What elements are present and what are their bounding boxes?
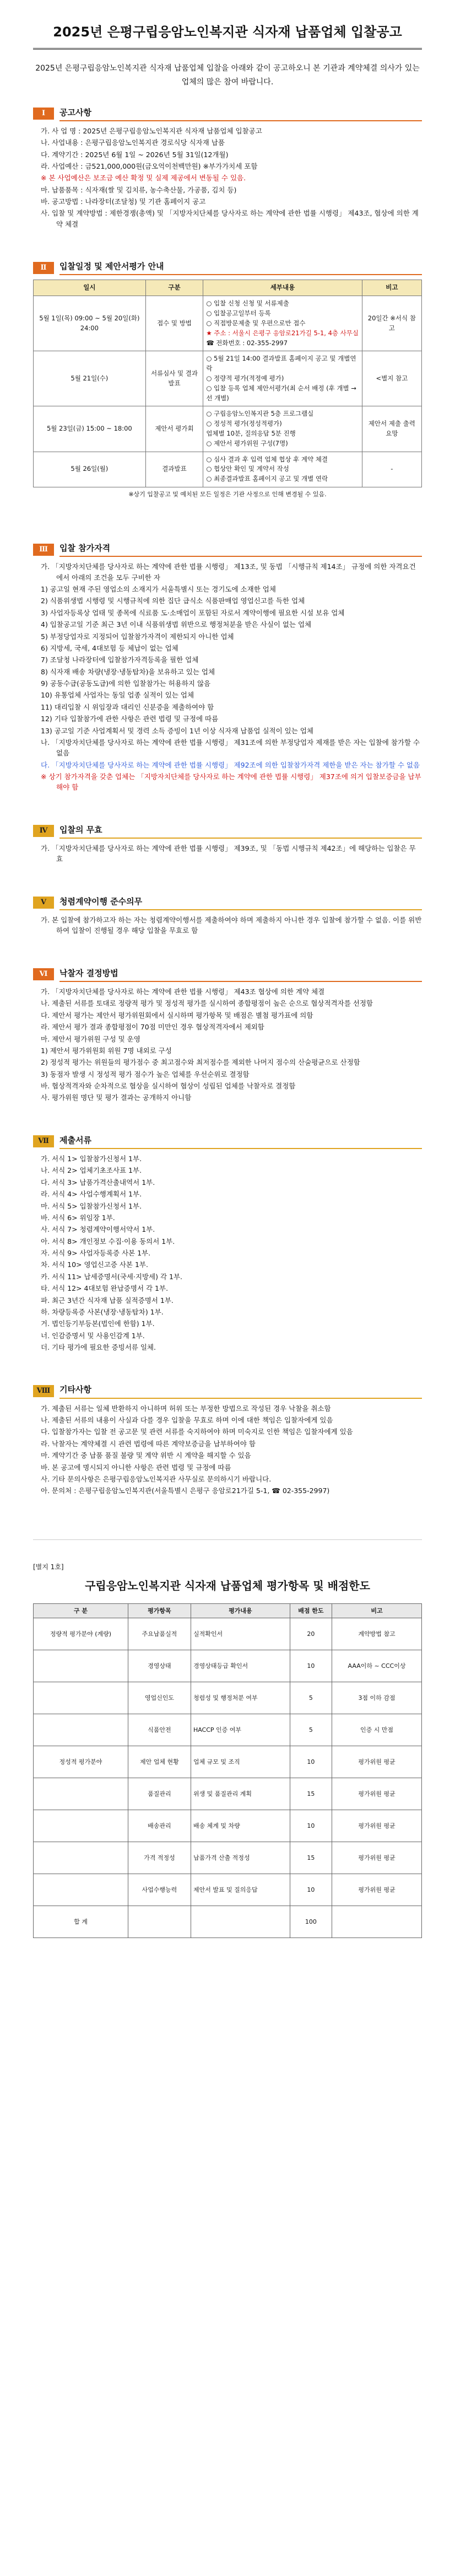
table-cell: 합 계 bbox=[34, 1906, 128, 1938]
table-cell: 20 bbox=[290, 1618, 332, 1650]
list-item: 라. 서식 4> 사업수행계획서 1부. bbox=[41, 1190, 142, 1199]
list-item: 12) 기타 입찰참가에 관한 사항은 관련 법령 및 규정에 따름 bbox=[41, 715, 219, 723]
list-item: 거. 법인등기부등본(법인에 한함) 1부. bbox=[41, 1319, 155, 1328]
table-row bbox=[34, 1618, 422, 1650]
cell-line: ○ 심사 결과 후 입력 업체 협상 후 계약 체결 bbox=[206, 455, 328, 463]
sections bbox=[33, 106, 422, 1517]
table-header-row bbox=[34, 280, 422, 296]
section-header bbox=[33, 106, 422, 121]
table-cell: 15 bbox=[290, 1842, 332, 1874]
list-item: 가. 사 업 명 : 2025년 은평구립응암노인복지관 식자재 납품업체 입찰공고 bbox=[41, 126, 262, 135]
list-item: 8) 식자재 배송 차량(냉장·냉동탑차)을 보유하고 있는 업체 bbox=[41, 667, 215, 676]
list-item: ※ 상기 참가자격을 갖춘 업체는 「지방자치단체를 당사자로 하는 계약에 관한 법률 시행령」 제37조에 의거 입찰보증금을 납부해야 함 bbox=[41, 772, 421, 792]
list-item: 나. 「지방자치단체를 당사자로 하는 계약에 관한 법률 시행령」 제31조에 의한 부정당업자 제재를 받은 자는 입찰에 참가할 수 없음 bbox=[41, 738, 420, 758]
table-cell bbox=[34, 1874, 128, 1906]
list-item: 7) 조달청 나라장터에 입찰참가자격등록을 필한 업체 bbox=[41, 656, 199, 664]
cell-line: - bbox=[391, 465, 393, 473]
cell-line: ○ 5월 21일 14:00 결과발표 홈페이지 공고 및 개별연락 bbox=[206, 355, 356, 373]
section-number: Ⅷ bbox=[33, 1385, 54, 1397]
table-cell: 10 bbox=[290, 1746, 332, 1778]
attachment-label: [별지 1호] bbox=[33, 1563, 64, 1571]
table-cell: 배송관리 bbox=[128, 1810, 191, 1842]
list-item: 9) 공동수급(공동도급)에 의한 입찰참가는 허용하지 않음 bbox=[41, 679, 211, 688]
table-cell bbox=[34, 351, 146, 406]
table-cell: 평가위원 평균 bbox=[332, 1842, 422, 1874]
table-cell bbox=[34, 452, 146, 487]
table-cell: 평가위원 평균 bbox=[332, 1778, 422, 1810]
cell-line: ○ 제안서 평가위원 구성(7명) bbox=[206, 439, 288, 447]
table-cell bbox=[34, 1842, 128, 1874]
table-cell: 사업수행능력 bbox=[128, 1874, 191, 1906]
list-item: 2) 정성적 평가는 위원들의 평가점수 중 최고점수와 최저점수를 제외한 나머지 점수의 산술평균으로 산정함 bbox=[41, 1058, 360, 1067]
section-number: Ⅳ bbox=[33, 825, 54, 837]
list-item: 바. 서식 6> 위임장 1부. bbox=[41, 1213, 115, 1222]
list-item: 10) 유통업체 사업자는 동일 업종 실적이 있는 업체 bbox=[41, 691, 194, 700]
section-title: 입찰 참가자격 bbox=[59, 542, 422, 557]
cell-line: 5월 21일(수) bbox=[71, 374, 109, 382]
list-item: 2) 식품위생법 시행령 및 시행규칙에 의한 집단 급식소 식품판매업 영업신고를 득한 업체 bbox=[41, 597, 305, 605]
section-gap bbox=[33, 794, 422, 814]
table-row bbox=[34, 1810, 422, 1842]
cell-line: 5월 26일(월) bbox=[71, 465, 109, 473]
section-title: 공고사항 bbox=[59, 106, 422, 121]
list-item: 다. 입찰참가자는 입찰 전 공고문 및 관련 서류를 숙지하여야 하며 미숙지로 인한 책임은 입찰자에게 있음 bbox=[41, 1427, 353, 1436]
table-cell: 가격 적정성 bbox=[128, 1842, 191, 1874]
section-gap bbox=[33, 1498, 422, 1517]
table-cell bbox=[203, 406, 362, 452]
section-header bbox=[33, 1134, 422, 1149]
table-cell: 평가위원 평균 bbox=[332, 1746, 422, 1778]
section-number: Ⅶ bbox=[33, 1135, 54, 1147]
table-cell: 평가위원 평균 bbox=[332, 1874, 422, 1906]
cell-line: ○ 구립응암노인복지관 5층 프로그램실 bbox=[206, 410, 314, 418]
table-cell bbox=[362, 296, 421, 351]
table-cell bbox=[34, 1810, 128, 1842]
list-item: 다. 서식 3> 납품가격산출내역서 1부. bbox=[41, 1178, 155, 1187]
table-cell bbox=[34, 296, 146, 351]
table-cell: 10 bbox=[290, 1874, 332, 1906]
section-header bbox=[33, 824, 422, 839]
table-cell bbox=[145, 351, 203, 406]
table-row bbox=[34, 351, 422, 406]
list-item: 파. 최근 3년간 식자재 납품 실적증명서 1부. bbox=[41, 1296, 174, 1305]
list-item: 나. 사업내용 : 은평구립응암노인복지관 경로식당 식자재 납품 bbox=[41, 138, 225, 147]
section-list bbox=[33, 561, 422, 793]
cell-line: ○ 입찰 신청 신청 및 서류제출 bbox=[206, 299, 289, 308]
list-item: 자. 서식 9> 사업자등록증 사본 1부. bbox=[41, 1249, 151, 1258]
list-item: 가. 본 입찰에 참가하고자 하는 자는 청렴계약이행서를 제출하여야 하며 제출하지 아니한 경우 입찰에 참가할 수 없음. 이를 위반하여 입찰이 진행될 경우 해당 입찰을 무효로 함 bbox=[41, 916, 422, 935]
list-item: 더. 기타 평가에 필요한 증빙서류 일체. bbox=[41, 1343, 156, 1352]
list-item: 나. 제출된 서류의 내용이 사실과 다를 경우 입찰을 무효로 하며 이에 대한 책임은 입찰자에게 있음 bbox=[41, 1416, 333, 1425]
list-item: 가. 서식 1> 입찰참가신청서 1부. bbox=[41, 1155, 142, 1163]
list-item: 카. 서식 11> 납세증명서(국세·지방세) 각 1부. bbox=[41, 1272, 182, 1281]
evaluation-table bbox=[33, 1603, 422, 1938]
list-item: 다. 계약기간 : 2025년 6월 1일 ~ 2026년 5월 31일(12개월) bbox=[41, 150, 229, 159]
list-item: 5) 부정당업자로 지정되어 입찰참가자격이 제한되지 아니한 업체 bbox=[41, 632, 234, 641]
section-title: 제출서류 bbox=[59, 1134, 422, 1149]
table-cell bbox=[203, 452, 362, 487]
table-cell: 청렴성 및 행정처분 여부 bbox=[191, 1682, 290, 1714]
section-header bbox=[33, 1383, 422, 1398]
list-item: 사. 서식 7> 청렴계약이행서약서 1부. bbox=[41, 1225, 155, 1234]
table-cell bbox=[332, 1906, 422, 1938]
list-item: 가. 「지방자치단체를 당사자로 하는 계약에 관한 법률 시행령」 제39조, 및 「동법 시행규칙 제42조」에 해당하는 입찰은 무효 bbox=[41, 844, 416, 863]
list-item: 타. 서식 12> 4대보험 완납증명서 각 1부. bbox=[41, 1284, 169, 1293]
list-item: 사. 입찰 및 계약방법 : 제한경쟁(총액) 및 「지방자치단체를 당사자로 하는 계약에 관한 법률 시행령」 제43조, 협상에 의한 계약 체결 bbox=[41, 209, 419, 228]
column-header: 구 분 bbox=[34, 1604, 128, 1618]
table-cell: 납품가격 산출 적정성 bbox=[191, 1842, 290, 1874]
table-row bbox=[34, 1874, 422, 1906]
column-header: 평가내용 bbox=[191, 1604, 290, 1618]
list-item: 나. 제출된 서류를 토대로 정량적 평가 및 정성적 평가를 실시하여 종합평점이 높은 순으로 협상적격자를 선정함 bbox=[41, 999, 373, 1008]
table-cell: AAA이하 ~ CCC이상 bbox=[332, 1650, 422, 1682]
section-title: 입찰의 무효 bbox=[59, 824, 422, 839]
list-item: 3) 동점자 발생 시 정성적 평가 점수가 높은 업체를 우선순위로 결정함 bbox=[41, 1070, 250, 1078]
table-cell: 계약방법 참고 bbox=[332, 1618, 422, 1650]
column-header: 비고 bbox=[362, 280, 421, 296]
table-cell: 제안서 발표 및 질의응답 bbox=[191, 1874, 290, 1906]
table-cell bbox=[34, 1778, 128, 1810]
list-item: 13) 공고일 기준 사업계획서 및 경력 소득 증빙이 1년 이상 식자재 납품업 실적이 있는 업체 bbox=[41, 726, 313, 735]
attachment-title: 구립응암노인복지관 식자재 납품업체 평가항목 및 배점한도 bbox=[85, 1579, 370, 1593]
section-number: Ⅴ bbox=[33, 897, 54, 909]
table-cell: 15 bbox=[290, 1778, 332, 1810]
list-item: 마. 계약기간 중 납품 품질 불량 및 계약 위반 시 계약을 해지할 수 있음 bbox=[41, 1451, 251, 1460]
list-item: 마. 납품품목 : 식자재(쌀 및 김치류, 농수축산물, 가공품, 김치 등) bbox=[41, 185, 237, 194]
cell-line: ★ 주소 : 서울시 은평구 응암로21가길 5-1, 4층 사무실 bbox=[206, 329, 359, 337]
list-item: 아. 문의처 : 은평구립응암노인복지관(서울특별시 은평구 응암로21가길 5-1, ☎ 02-355-2997) bbox=[41, 1486, 330, 1495]
cell-line: ○ 최종결과발표 홈페이지 공고 및 개별 연락 bbox=[206, 475, 328, 483]
list-item: 다. 「지방자치단체를 당사자로 하는 계약에 관한 법률 시행령」 제92조에 의한 입찰참가자격 제한을 받은 자는 참가할 수 없음 bbox=[41, 760, 420, 769]
table-cell: 주요납품실적 bbox=[128, 1618, 191, 1650]
intro-text: 2025년 은평구립응암노인복지관 식자재 납품업체 입찰을 아래와 같이 공고하오니 본 기관과 계약체결 의사가 있는 업체의 많은 참여 바랍니다. bbox=[35, 64, 420, 87]
table-cell bbox=[203, 296, 362, 351]
list-item: 1) 공고일 현재 주된 영업소의 소재지가 서울특별시 또는 경기도에 소재한 업체 bbox=[41, 585, 276, 594]
table-cell bbox=[191, 1906, 290, 1938]
cell-line: ○ 직접방문제출 및 우편으로만 접수 bbox=[206, 319, 306, 327]
section-title: 입찰일정 및 제안서평가 안내 bbox=[59, 260, 422, 275]
section-list bbox=[33, 1403, 422, 1496]
section-gap bbox=[33, 1354, 422, 1373]
list-item: 11) 대리입찰 시 위임장과 대리인 신분증을 제출하여야 함 bbox=[41, 702, 214, 711]
table-cell: 인증 시 만점 bbox=[332, 1714, 422, 1746]
section-gap bbox=[33, 1104, 422, 1124]
cell-line: ○ 협상안 확인 및 계약서 작성 bbox=[206, 465, 289, 473]
list-item: 1) 제안서 평가위원회 위원 7명 내외로 구성 bbox=[41, 1046, 172, 1055]
list-item: 6) 지방세, 국세, 4대보험 등 체납이 없는 업체 bbox=[41, 643, 178, 652]
table-row bbox=[34, 406, 422, 452]
list-item: 사. 평가위원 명단 및 평가 결과는 공개하지 아니함 bbox=[41, 1093, 192, 1102]
table-cell bbox=[362, 406, 421, 452]
list-item: 가. 「지방자치단체를 당사자로 하는 계약에 관한 법률 시행령」 제13조, 및 동법 「시행규칙 제14조」 규정에 의한 자격요건에서 아래의 조건을 모두 구비한 자 bbox=[41, 562, 416, 582]
column-header: 일시 bbox=[34, 280, 146, 296]
table-cell: 100 bbox=[290, 1906, 332, 1938]
section-header bbox=[33, 967, 422, 982]
column-header: 구분 bbox=[145, 280, 203, 296]
table-row bbox=[34, 1842, 422, 1874]
column-header: 세부내용 bbox=[203, 280, 362, 296]
table-cell: 정량적 평가분야 (계량) bbox=[34, 1618, 128, 1650]
column-header: 평가항목 bbox=[128, 1604, 191, 1618]
table-cell: 제안 업체 현황 bbox=[128, 1746, 191, 1778]
cell-line: 제안서 평가회 bbox=[155, 425, 194, 433]
cell-line: 접수 및 방법 bbox=[157, 319, 192, 327]
cell-line: ☎ 전화번호 : 02-355-2997 bbox=[206, 339, 288, 347]
section-number: Ⅱ bbox=[33, 262, 54, 274]
table-cell bbox=[34, 1714, 128, 1746]
table-cell: HACCP 인증 여부 bbox=[191, 1714, 290, 1746]
cell-line: ○ 입찰공고일부터 등록 bbox=[206, 309, 271, 318]
table-cell: 정성적 평가분야 bbox=[34, 1746, 128, 1778]
table-cell bbox=[34, 406, 146, 452]
cell-line: ○ 입찰 등록 업체 제안서평가(최 순서 배정 (후 개별 → 선 개별) bbox=[206, 384, 356, 402]
section-title: 낙찰자 결정방법 bbox=[59, 967, 422, 982]
list-item: 마. 제안서 평가위원 구성 및 운영 bbox=[41, 1034, 140, 1043]
list-item: 나. 서식 2> 업체기초조사표 1부. bbox=[41, 1166, 142, 1175]
list-item: 차. 서식 10> 영업신고증 사본 1부. bbox=[41, 1260, 148, 1269]
section-number: Ⅵ bbox=[33, 968, 54, 980]
cell-line: 결과발표 bbox=[162, 465, 187, 473]
table-row bbox=[34, 1906, 422, 1938]
list-item: 바. 협상적격자와 순차적으로 협상을 실시하여 협상이 성립된 업체를 낙찰자로 결정함 bbox=[41, 1082, 296, 1091]
table-cell bbox=[203, 351, 362, 406]
table-cell: 영업신인도 bbox=[128, 1682, 191, 1714]
cell-line: 5월 1일(목) 09:00 ~ 5월 20일(화) 24:00 bbox=[39, 314, 140, 332]
list-item: 가. 제출된 서류는 일체 반환하지 아니하며 허위 또는 부정한 방법으로 작성된 경우 낙찰을 취소함 bbox=[41, 1404, 331, 1413]
table-cell: 식품안전 bbox=[128, 1714, 191, 1746]
table-row bbox=[34, 1682, 422, 1714]
table-cell: 배송 체계 및 차량 bbox=[191, 1810, 290, 1842]
table-cell: 업체 규모 및 조직 bbox=[191, 1746, 290, 1778]
section-gap bbox=[33, 937, 422, 957]
section-list bbox=[33, 843, 422, 865]
cell-line: 5월 23일(금) 15:00 ~ 18:00 bbox=[46, 425, 132, 433]
cell-line: 제안서 제출 출력 요망 bbox=[368, 420, 415, 437]
list-item: 라. 제안서 평가 결과 종합평점이 70점 미만인 경우 협상적격자에서 제외함 bbox=[41, 1023, 264, 1032]
section-gap bbox=[33, 866, 422, 886]
section-gap bbox=[33, 230, 422, 250]
section-number: Ⅰ bbox=[33, 108, 54, 120]
section-gap bbox=[33, 512, 422, 532]
table-cell: 10 bbox=[290, 1810, 332, 1842]
table-cell bbox=[362, 351, 421, 406]
list-item: 마. 서식 5> 입찰참가신청서 1부. bbox=[41, 1201, 142, 1210]
cell-line: 서류심사 및 결과발표 bbox=[150, 369, 198, 387]
table-cell: 3점 이하 감점 bbox=[332, 1682, 422, 1714]
table-cell: 품질관리 bbox=[128, 1778, 191, 1810]
list-item: 너. 인감증명서 및 사용인감계 1부. bbox=[41, 1331, 145, 1340]
table-header-row bbox=[34, 1604, 422, 1618]
table-cell: 평가위원 평균 bbox=[332, 1810, 422, 1842]
table-row bbox=[34, 1778, 422, 1810]
cell-line: 업체별 10분, 질의응답 5분 진행 bbox=[206, 430, 296, 437]
table-cell: 경영상태 bbox=[128, 1650, 191, 1682]
list-item: 3) 사업자등록상 업태 및 종목에 식료품 도·소매업이 포함된 자로서 계약이행에 필요한 시설 보유 업체 bbox=[41, 608, 345, 617]
table-cell: 실적확인서 bbox=[191, 1618, 290, 1650]
list-item: 라. 사업예산 : 금521,000,000원(금오억이천백만원) ※부가가치세 포함 bbox=[41, 162, 258, 170]
cell-line: <별지 참고 bbox=[376, 374, 408, 382]
list-item: 바. 본 공고에 명시되지 아니한 사항은 관련 법령 및 규정에 따름 bbox=[41, 1463, 231, 1472]
table-cell: 위생 및 품질관리 계획 bbox=[191, 1778, 290, 1810]
section-header bbox=[33, 895, 422, 910]
page-title: 2025년 은평구립응암노인복지관 식자재 납품업체 입찰공고 bbox=[33, 22, 422, 50]
list-item: 라. 낙찰자는 계약체결 시 관련 법령에 따른 계약보증금을 납부하여야 함 bbox=[41, 1439, 256, 1448]
table-cell: 5 bbox=[290, 1714, 332, 1746]
section-list bbox=[33, 126, 422, 229]
list-item: 4) 입찰공고일 기준 최근 3년 이내 식품위생법 위반으로 행정처분을 받은 사실이 없는 업체 bbox=[41, 620, 312, 629]
table-row bbox=[34, 1650, 422, 1682]
table-cell bbox=[128, 1906, 191, 1938]
schedule-table bbox=[33, 280, 422, 487]
table-cell bbox=[145, 452, 203, 487]
section-list bbox=[33, 986, 422, 1103]
table-cell bbox=[362, 452, 421, 487]
list-item: 아. 서식 8> 개인정보 수집·이용 동의서 1부. bbox=[41, 1237, 175, 1246]
table-footnote: ※상기 입찰공고 및 예치된 모든 일정은 기관 사정으로 인해 변경될 수 있음. bbox=[128, 491, 327, 498]
table-cell: 10 bbox=[290, 1650, 332, 1682]
section-title: 기타사항 bbox=[59, 1383, 422, 1398]
table-cell: 5 bbox=[290, 1682, 332, 1714]
table-cell bbox=[145, 296, 203, 351]
table-row bbox=[34, 452, 422, 487]
cell-line: 20일간 ※서식 참고 bbox=[367, 314, 416, 332]
column-header: 비고 bbox=[332, 1604, 422, 1618]
list-item: 다. 제안서 평가는 제안서 평가위원회에서 실시하며 평가항목 및 배점은 별첨 평가표에 의함 bbox=[41, 1011, 313, 1019]
section-title: 청렴계약이행 준수의무 bbox=[59, 895, 422, 910]
section-list bbox=[33, 1153, 422, 1353]
table-row bbox=[34, 1746, 422, 1778]
list-item: ※ 본 사업예산은 보조금 예산 확정 및 실제 제공에서 변동될 수 있음. bbox=[41, 174, 246, 183]
list-item: 바. 공고방법 : 나라장터(조달청) 및 기관 홈페이지 공고 bbox=[41, 197, 206, 206]
table-cell: 경영상태등급 확인서 bbox=[191, 1650, 290, 1682]
table-row bbox=[34, 296, 422, 351]
list-item: 가. 「지방자치단체를 당사자로 하는 계약에 관한 법률 시행령」 제43조 협상에 의한 계약 체결 bbox=[41, 988, 325, 996]
table-cell bbox=[34, 1650, 128, 1682]
column-header: 배점 한도 bbox=[290, 1604, 332, 1618]
list-item: 사. 기타 문의사항은 은평구립응암노인복지관 사무실로 문의하시기 바랍니다. bbox=[41, 1474, 272, 1483]
section-header bbox=[33, 260, 422, 275]
table-cell bbox=[145, 406, 203, 452]
cell-line: ○ 정성적 평가(정성적평가) bbox=[206, 420, 282, 428]
table-row bbox=[34, 1714, 422, 1746]
divider bbox=[33, 1539, 422, 1540]
section-number: Ⅲ bbox=[33, 544, 54, 556]
table-cell bbox=[34, 1682, 128, 1714]
list-item: 하. 차량등록증 사본(냉장·냉동탑차) 1부. bbox=[41, 1307, 164, 1316]
section-list bbox=[33, 915, 422, 936]
cell-line: ○ 정량적 평가(적정예 평가) bbox=[206, 374, 284, 382]
section-header bbox=[33, 542, 422, 557]
